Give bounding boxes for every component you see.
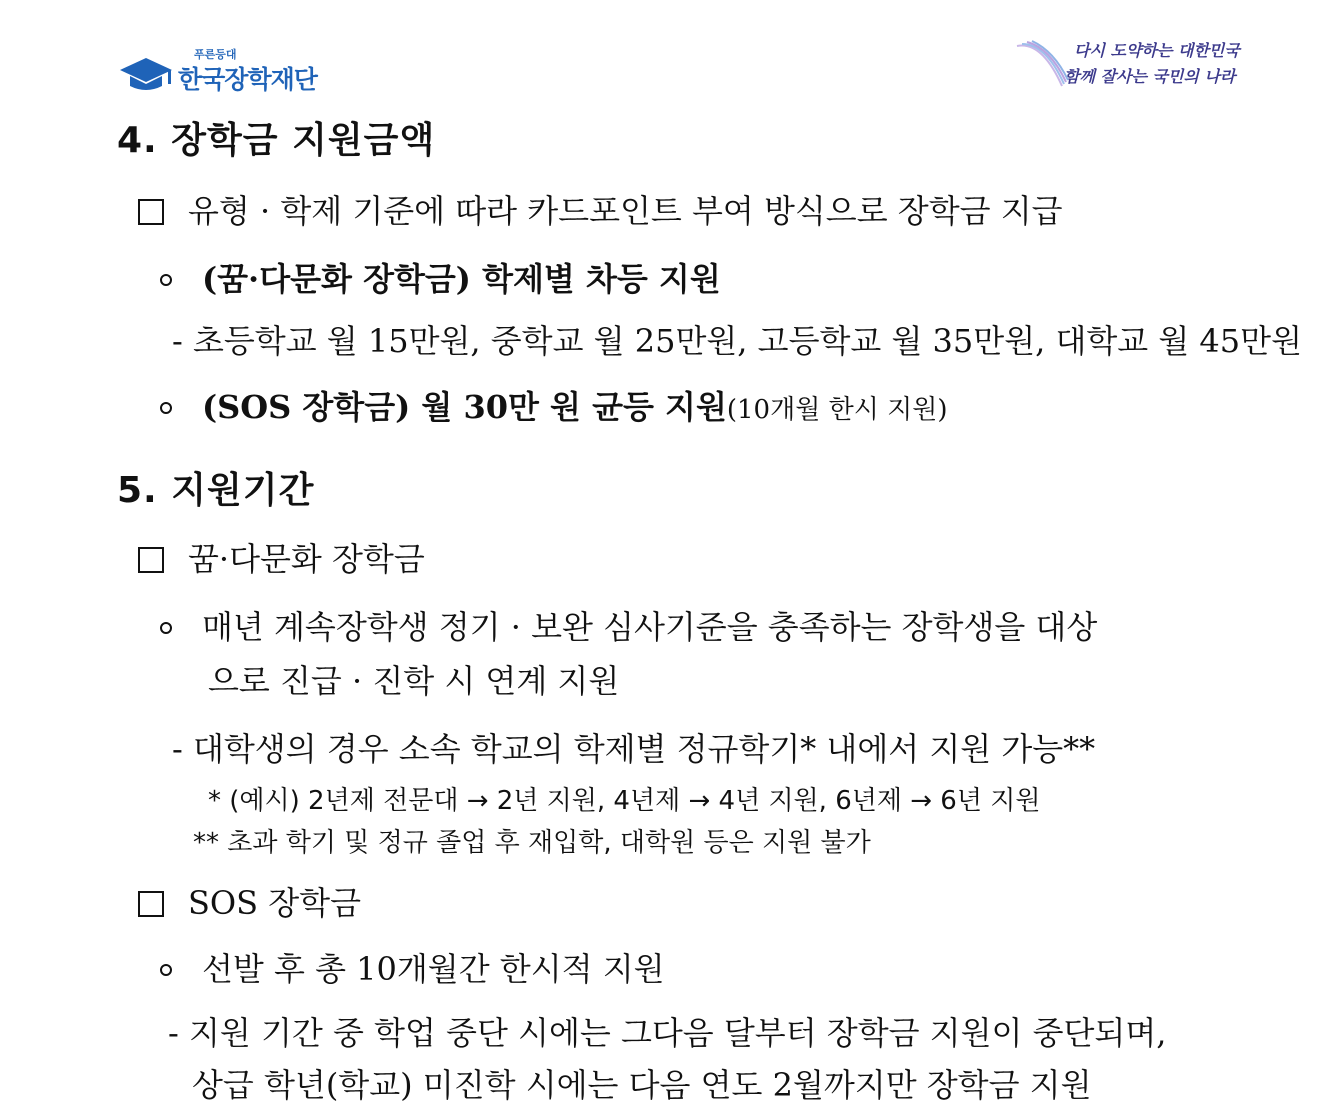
section-4-sub-2	[160, 382, 947, 428]
logo-title: 한국장학재단	[178, 65, 317, 94]
checkbox-square-icon	[138, 891, 164, 917]
section-4-sub-1	[160, 254, 721, 300]
logo-subtitle: 푸른등대	[194, 48, 237, 61]
section-5-item-1-sub-line-1: 매년 계속장학생 정기 · 보완 심사기준을 충족하는 장학생을 대상	[202, 608, 1098, 646]
section-5-item-2	[138, 878, 361, 924]
section-4-item	[138, 186, 1063, 232]
footnote-1: * (예시) 2년제 전문대 → 2년 지원, 4년제 → 4년 지원, 6년제 → 6년 지원	[208, 786, 1041, 816]
government-slogan	[1012, 36, 1240, 100]
section-5-item-1-detail: - 대학생의 경우 소속 학교의 학제별 정규학기* 내에서 지원 가능**	[172, 730, 1096, 768]
section-5-item-1-text: 꿈·다문화 장학금	[188, 540, 425, 578]
circle-bullet-icon	[160, 402, 172, 414]
section-5-item-1-sub-line-2: 으로 진급 · 진학 시 연계 지원	[208, 662, 620, 700]
checkbox-square-icon	[138, 199, 164, 225]
section-4-sub-1-detail: - 초등학교 월 15만원, 중학교 월 25만원, 고등학교 월 35만원, 대학교 월 45만원	[172, 322, 1302, 360]
section-4-item-text: 유형 · 학제 기준에 따라 카드포인트 부여 방식으로 장학금 지급	[188, 192, 1063, 230]
section-5-item-1	[138, 534, 425, 580]
section-4-sub-2-note: (10개월 한시 지원)	[726, 395, 948, 425]
kosaf-logo	[118, 44, 338, 100]
swirl-emblem-icon	[1012, 36, 1072, 96]
checkbox-square-icon	[138, 547, 164, 573]
circle-bullet-icon	[160, 622, 172, 634]
section-4-sub-1-text: (꿈·다문화 장학금) 학제별 차등 지원	[202, 260, 721, 298]
slogan-line-2: 함께 잘사는 국민의 나라	[1064, 67, 1236, 86]
circle-bullet-icon	[160, 274, 172, 286]
footnote-2: ** 초과 학기 및 정규 졸업 후 재입학, 대학원 등은 지원 불가	[193, 828, 871, 858]
section-5-item-2-detail-line-2: 상급 학년(학교) 미진학 시에는 다음 연도 2월까지만 장학금 지원	[192, 1066, 1092, 1104]
section-4-heading: 4. 장학금 지원금액	[117, 120, 436, 161]
section-5-item-2-text: SOS 장학금	[188, 884, 361, 922]
section-5-item-1-sub	[160, 602, 1097, 648]
section-5-item-2-sub	[160, 944, 665, 990]
graduation-cap-icon	[118, 54, 176, 94]
circle-bullet-icon	[160, 964, 172, 976]
section-5-item-2-sub-text: 선발 후 총 10개월간 한시적 지원	[202, 950, 665, 988]
section-4-sub-2-text: (SOS 장학금) 월 30만 원 균등 지원	[202, 388, 727, 426]
section-5-item-2-detail-line-1: - 지원 기간 중 학업 중단 시에는 그다음 달부터 장학금 지원이 중단되며,	[168, 1014, 1167, 1052]
slogan-line-1: 다시 도약하는 대한민국	[1074, 41, 1240, 60]
section-5-heading: 5. 지원기간	[117, 470, 315, 511]
